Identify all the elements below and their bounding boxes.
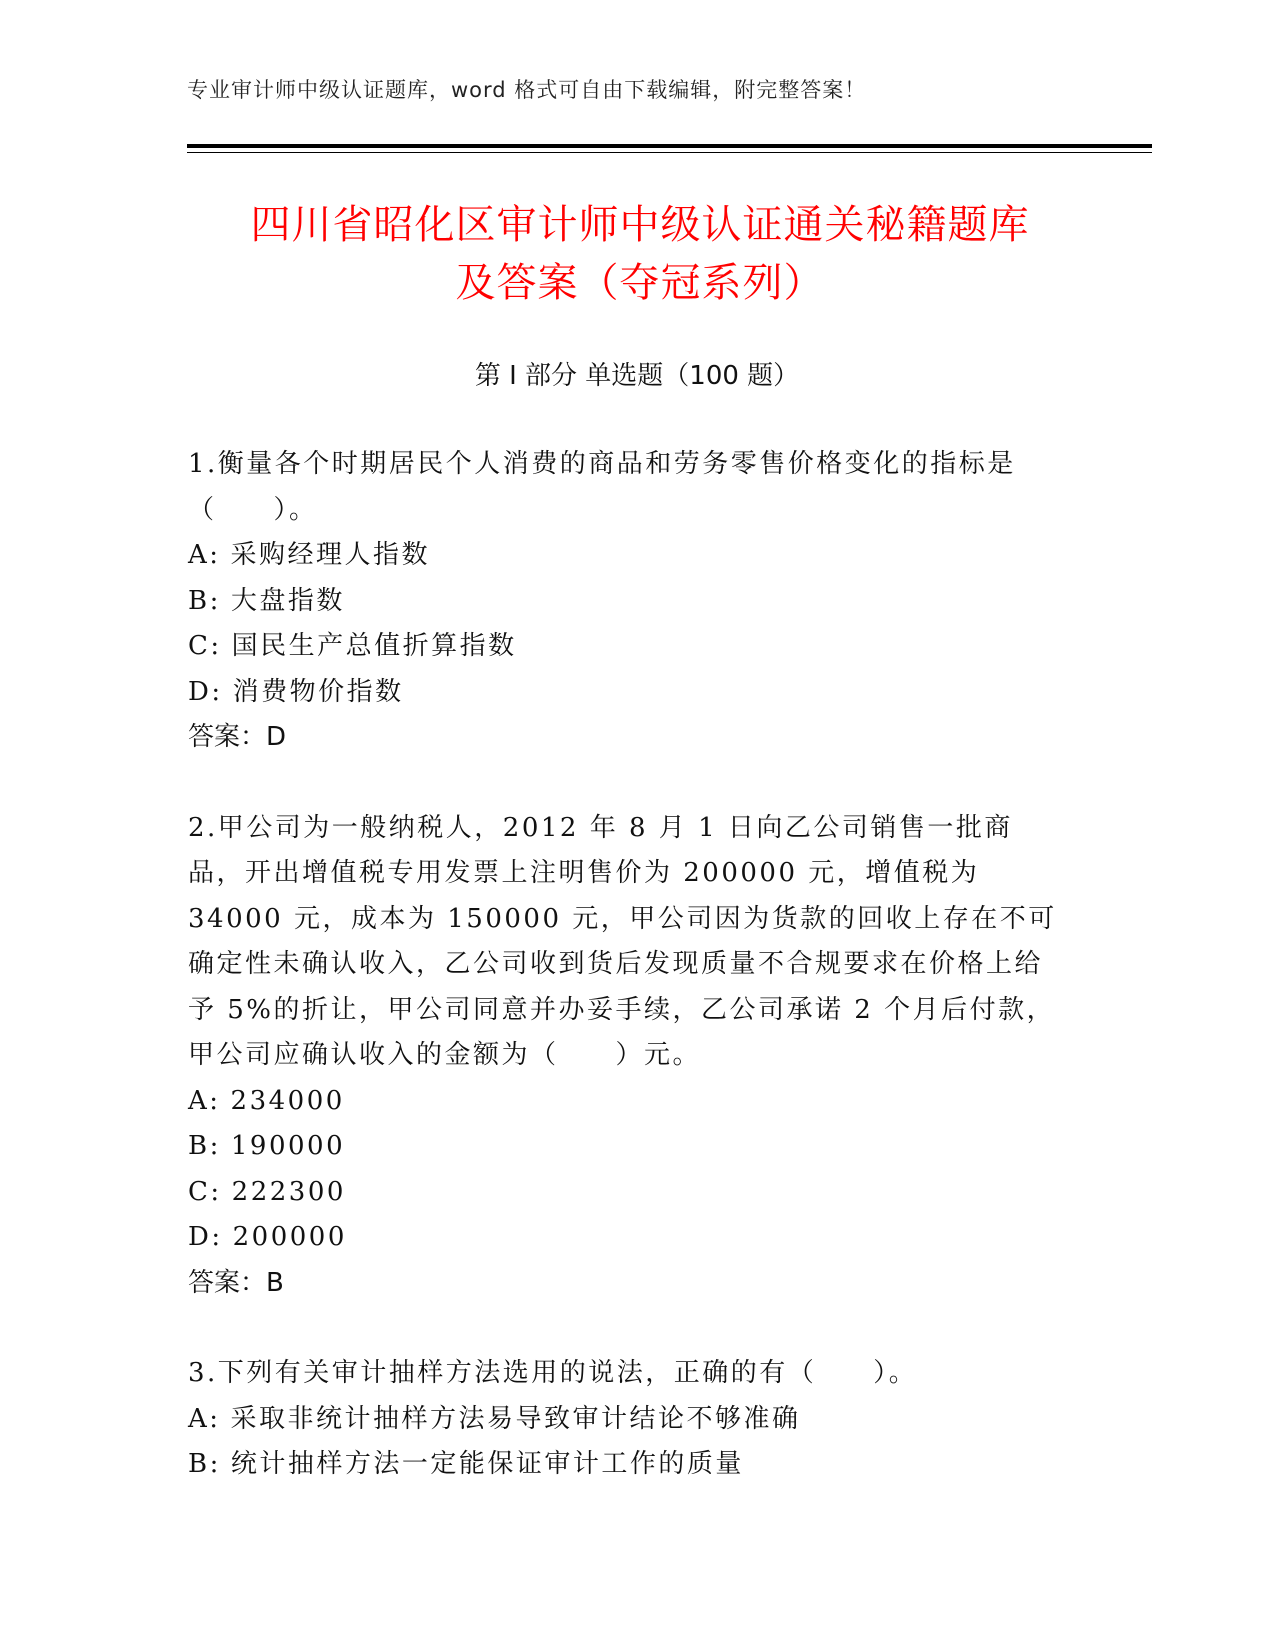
option-d	[188, 1215, 1068, 1261]
document-title	[160, 196, 1120, 312]
option-letter: B:	[188, 1449, 221, 1479]
option-b	[188, 1442, 1068, 1488]
question-2	[188, 806, 1068, 1307]
question-1	[188, 442, 1068, 761]
option-letter: A:	[188, 1085, 221, 1116]
header-rule-thin	[187, 152, 1152, 153]
option-a	[188, 1397, 1068, 1443]
question-stem: 3.下列有关审计抽样方法选用的说法，正确的有（ ）。	[188, 1358, 918, 1388]
option-letter: D:	[188, 676, 223, 707]
question-list	[188, 442, 1068, 1533]
answer-line: 答案：B	[188, 1267, 284, 1298]
option-text: 国民生产总值折算指数	[231, 631, 517, 661]
option-text: 190000	[230, 1131, 346, 1161]
option-a	[188, 1079, 1068, 1125]
question-stem: 1.衡量各个时期居民个人消费的商品和劳务零售价格变化的指标是（ ）。	[188, 449, 1016, 525]
option-a	[188, 533, 1068, 579]
option-letter: A:	[188, 1403, 221, 1434]
option-text: 消费物价指数	[232, 676, 404, 707]
option-text: 采购经理人指数	[230, 540, 431, 570]
option-d	[188, 670, 1068, 716]
question-3	[188, 1351, 1068, 1488]
option-b	[188, 1124, 1068, 1170]
header-rule-thick	[187, 144, 1152, 148]
option-text: 234000	[230, 1085, 345, 1116]
option-text: 222300	[231, 1176, 346, 1207]
document-title-line-2: 及答案（夺冠系列）	[455, 260, 825, 306]
section-heading: 第 I 部分 单选题（100 题）	[474, 361, 800, 391]
option-text: 大盘指数	[230, 585, 345, 616]
option-text: 统计抽样方法一定能保证审计工作的质量	[230, 1449, 744, 1479]
option-letter: C:	[188, 1176, 222, 1207]
option-letter: C:	[188, 631, 222, 661]
answer-line: 答案：D	[188, 722, 287, 752]
option-letter: B:	[188, 1131, 221, 1161]
option-letter: A:	[188, 540, 221, 570]
option-b	[188, 579, 1068, 625]
question-stem: 2.甲公司为一般纳税人，2012 年 8 月 1 日向乙公司销售一批商品，开出增值税专用发票上注明售价为 200000 元，增值税为 34000 元，成本为 150000 元，甲公司因为货款的回收上存在不可确定性未确认收入，乙公司收到货后发现质量不合规要求在价格上给予 5%的折让，甲公司同意并办妥手续，乙公司承诺 2 个月后付款，甲公司应确认收入的金额为（ ）元。	[188, 812, 1057, 1070]
option-letter: D:	[188, 1222, 223, 1252]
option-text: 200000	[232, 1222, 347, 1252]
document-title-line-1: 四川省昭化区审计师中级认证通关秘籍题库	[250, 202, 1030, 248]
option-c	[188, 624, 1068, 670]
option-letter: B:	[188, 585, 221, 616]
option-c	[188, 1170, 1068, 1216]
option-text: 采取非统计抽样方法易导致审计结论不够准确	[230, 1403, 801, 1434]
header-note: 专业审计师中级认证题库，word 格式可自由下载编辑，附完整答案！	[187, 78, 867, 102]
